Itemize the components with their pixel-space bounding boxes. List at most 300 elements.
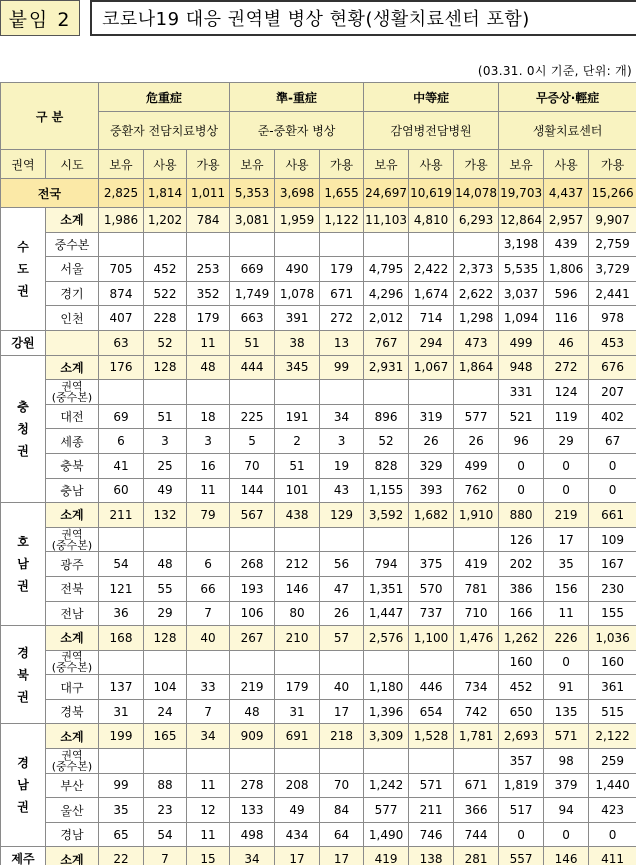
cell-value: 36	[99, 601, 144, 626]
cell-value: 570	[409, 576, 454, 601]
table-row	[1, 478, 636, 503]
cell-value	[454, 527, 499, 552]
cell-value: 0	[544, 822, 589, 847]
cell-value	[99, 650, 144, 675]
cell-value: 402	[589, 404, 636, 429]
cell-value: 137	[99, 675, 144, 700]
cell-value: 663	[230, 306, 275, 331]
cell-value: 1,476	[454, 626, 499, 651]
table-row	[1, 281, 636, 306]
city-label: 대구	[46, 675, 99, 700]
cell-value: 1,351	[364, 576, 409, 601]
city-label: 권역(중수본)	[46, 380, 99, 405]
cell-value: 3,081	[230, 208, 275, 233]
table-row	[1, 773, 636, 798]
cell-value: 7	[187, 601, 230, 626]
city-label: 소계	[46, 847, 99, 865]
cell-value: 12	[187, 798, 230, 823]
cell-value: 2,759	[589, 232, 636, 257]
cell-value: 571	[544, 724, 589, 749]
cell-value: 498	[230, 822, 275, 847]
region-name: 호남권	[17, 535, 29, 594]
region-label	[1, 724, 46, 847]
cell-value	[275, 749, 320, 774]
cell-value: 407	[99, 306, 144, 331]
region-label	[1, 208, 46, 331]
table-row	[1, 429, 636, 454]
table-row	[1, 749, 636, 774]
cell-value: 34	[230, 847, 275, 865]
cell-value: 70	[320, 773, 364, 798]
cell-value: 1,078	[275, 281, 320, 306]
cell-value: 165	[144, 724, 187, 749]
cell-value: 874	[99, 281, 144, 306]
cell-value: 2	[275, 429, 320, 454]
cell-value: 734	[454, 675, 499, 700]
table-row	[1, 330, 636, 355]
gubun-header: 구 분	[1, 83, 99, 150]
cell-value: 225	[230, 404, 275, 429]
cell-value: 11	[187, 822, 230, 847]
table-row	[1, 208, 636, 233]
cell-value: 1,528	[409, 724, 454, 749]
cell-value: 99	[320, 355, 364, 380]
cell-value: 121	[99, 576, 144, 601]
cell-value: 828	[364, 453, 409, 478]
cell-value: 522	[144, 281, 187, 306]
cell-value: 29	[144, 601, 187, 626]
city-label: 부산	[46, 773, 99, 798]
table-row	[1, 453, 636, 478]
cell-value: 1,447	[364, 601, 409, 626]
cell-value: 2,957	[544, 208, 589, 233]
cell-value: 0	[544, 478, 589, 503]
cell-value	[454, 650, 499, 675]
city-label: 소계	[46, 626, 99, 651]
cell-value: 18	[187, 404, 230, 429]
cell-value: 160	[589, 650, 636, 675]
cell-value: 1,202	[144, 208, 187, 233]
cell-value: 166	[499, 601, 544, 626]
sub-header-moderate: 감염병전담병원	[364, 112, 499, 150]
cell-value: 1,100	[409, 626, 454, 651]
cell-value: 650	[499, 699, 544, 724]
cell-value: 124	[544, 380, 589, 405]
cell-value: 577	[454, 404, 499, 429]
city-label	[46, 330, 99, 355]
cell-value: 331	[499, 380, 544, 405]
cell-value: 896	[364, 404, 409, 429]
cell-value: 48	[144, 552, 187, 577]
cell-value	[364, 380, 409, 405]
cell-value: 0	[499, 822, 544, 847]
cell-value: 978	[589, 306, 636, 331]
cell-value: 48	[230, 699, 275, 724]
cell-value: 33	[187, 675, 230, 700]
cell-value: 737	[409, 601, 454, 626]
table-row	[1, 232, 636, 257]
cell-value: 419	[364, 847, 409, 865]
cell-value: 3,037	[499, 281, 544, 306]
cell-value	[364, 650, 409, 675]
cell-value: 219	[544, 503, 589, 528]
cell-value: 379	[544, 773, 589, 798]
city-label: 대전	[46, 404, 99, 429]
cell-value: 26	[409, 429, 454, 454]
city-label: 충남	[46, 478, 99, 503]
cell-value: 391	[275, 306, 320, 331]
cell-value: 767	[364, 330, 409, 355]
cell-value: 3,592	[364, 503, 409, 528]
cell-value: 1,094	[499, 306, 544, 331]
cell-value: 106	[230, 601, 275, 626]
cell-value: 49	[275, 798, 320, 823]
cell-value: 155	[589, 601, 636, 626]
col-header-region: 권역	[1, 150, 46, 179]
cell-value: 272	[544, 355, 589, 380]
cell-value: 101	[275, 478, 320, 503]
cell-value	[187, 232, 230, 257]
column-header-row	[1, 150, 636, 179]
cell-value: 2,012	[364, 306, 409, 331]
cell-value: 47	[320, 576, 364, 601]
cell-value	[320, 749, 364, 774]
cell-value: 278	[230, 773, 275, 798]
col-header-used: 사용	[409, 150, 454, 179]
cell-value: 419	[454, 552, 499, 577]
cell-value: 2,441	[589, 281, 636, 306]
cell-value: 2,693	[499, 724, 544, 749]
cell-value: 762	[454, 478, 499, 503]
cell-value: 179	[320, 257, 364, 282]
cell-value: 3,729	[589, 257, 636, 282]
city-label: 소계	[46, 355, 99, 380]
cell-value: 98	[544, 749, 589, 774]
table-row	[1, 626, 636, 651]
city-label: 서울	[46, 257, 99, 282]
title-bar	[0, 0, 636, 40]
cell-value: 0	[544, 453, 589, 478]
cell-value: 515	[589, 699, 636, 724]
cell-value: 253	[187, 257, 230, 282]
cell-value: 226	[544, 626, 589, 651]
cell-value: 70	[230, 453, 275, 478]
cell-value: 6,293	[454, 208, 499, 233]
cell-value: 661	[589, 503, 636, 528]
cell-value: 671	[454, 773, 499, 798]
cell-value	[99, 380, 144, 405]
cell-value: 1,864	[454, 355, 499, 380]
cell-value	[409, 380, 454, 405]
cell-value: 94	[544, 798, 589, 823]
bed-status-table	[0, 82, 636, 865]
cell-value: 0	[499, 478, 544, 503]
cell-value: 1,819	[499, 773, 544, 798]
cell-value	[230, 749, 275, 774]
cell-value: 710	[454, 601, 499, 626]
city-label: 소계	[46, 208, 99, 233]
cell-value: 179	[187, 306, 230, 331]
cell-value: 2,576	[364, 626, 409, 651]
table-body	[1, 179, 636, 865]
cell-value: 79	[187, 503, 230, 528]
cell-value: 329	[409, 453, 454, 478]
national-value: 10,619	[409, 179, 454, 208]
cell-value: 1,180	[364, 675, 409, 700]
col-header-held: 보유	[364, 150, 409, 179]
cell-value: 38	[275, 330, 320, 355]
cell-value: 202	[499, 552, 544, 577]
cell-value: 499	[499, 330, 544, 355]
national-value: 4,437	[544, 179, 589, 208]
cell-value	[230, 232, 275, 257]
cell-value: 521	[499, 404, 544, 429]
attachment-badge: 붙임 2	[0, 0, 80, 36]
cell-value: 168	[99, 626, 144, 651]
cell-value: 2,373	[454, 257, 499, 282]
cell-value: 4,810	[409, 208, 454, 233]
cell-value	[320, 380, 364, 405]
cell-value: 259	[589, 749, 636, 774]
national-value: 3,698	[275, 179, 320, 208]
cell-value	[364, 527, 409, 552]
cell-value: 193	[230, 576, 275, 601]
table-row	[1, 380, 636, 405]
cell-value: 138	[409, 847, 454, 865]
national-value: 15,266	[589, 179, 636, 208]
city-label: 경기	[46, 281, 99, 306]
cell-value: 6	[187, 552, 230, 577]
cell-value: 46	[544, 330, 589, 355]
national-value: 1,011	[187, 179, 230, 208]
cell-value: 11	[187, 330, 230, 355]
cell-value: 64	[320, 822, 364, 847]
table-row	[1, 601, 636, 626]
group-header-critical: 危重症	[99, 83, 230, 112]
cell-value: 1,067	[409, 355, 454, 380]
national-total-row	[1, 179, 636, 208]
cell-value: 319	[409, 404, 454, 429]
region-name: 경남권	[17, 756, 29, 815]
col-header-used: 사용	[144, 150, 187, 179]
cell-value: 230	[589, 576, 636, 601]
cell-value	[144, 650, 187, 675]
city-label: 충북	[46, 453, 99, 478]
cell-value: 167	[589, 552, 636, 577]
cell-value: 191	[275, 404, 320, 429]
cell-value: 34	[320, 404, 364, 429]
cell-value: 23	[144, 798, 187, 823]
table-row	[1, 576, 636, 601]
cell-value: 16	[187, 453, 230, 478]
cell-value: 51	[275, 453, 320, 478]
national-value: 14,078	[454, 179, 499, 208]
cell-value: 207	[589, 380, 636, 405]
cell-value: 1,986	[99, 208, 144, 233]
cell-value: 132	[144, 503, 187, 528]
cell-value: 52	[144, 330, 187, 355]
col-header-used: 사용	[275, 150, 320, 179]
cell-value: 490	[275, 257, 320, 282]
cell-value: 473	[454, 330, 499, 355]
cell-value: 17	[544, 527, 589, 552]
cell-value	[454, 232, 499, 257]
table-row	[1, 724, 636, 749]
cell-value: 146	[275, 576, 320, 601]
table-row	[1, 527, 636, 552]
cell-value: 116	[544, 306, 589, 331]
cell-value: 51	[144, 404, 187, 429]
region-label	[1, 626, 46, 724]
cell-value	[187, 380, 230, 405]
col-header-held: 보유	[99, 150, 144, 179]
cell-value: 218	[320, 724, 364, 749]
region-name: 충청권	[17, 399, 29, 458]
cell-value	[230, 380, 275, 405]
region-label	[1, 355, 46, 503]
region-name: 수도권	[17, 239, 29, 298]
cell-value: 66	[187, 576, 230, 601]
national-value: 1,655	[320, 179, 364, 208]
city-label: 울산	[46, 798, 99, 823]
cell-value: 744	[454, 822, 499, 847]
cell-value: 52	[364, 429, 409, 454]
col-header-held: 보유	[499, 150, 544, 179]
cell-value: 7	[187, 699, 230, 724]
cell-value: 60	[99, 478, 144, 503]
table-row	[1, 847, 636, 865]
cell-value: 228	[144, 306, 187, 331]
col-header-held: 보유	[230, 150, 275, 179]
cell-value: 55	[144, 576, 187, 601]
region-name: 경북권	[17, 645, 29, 704]
cell-value	[99, 749, 144, 774]
cell-value	[454, 749, 499, 774]
cell-value: 393	[409, 478, 454, 503]
cell-value: 446	[409, 675, 454, 700]
cell-value: 9,907	[589, 208, 636, 233]
cell-value: 35	[99, 798, 144, 823]
cell-value: 671	[320, 281, 364, 306]
cell-value: 517	[499, 798, 544, 823]
cell-value	[144, 527, 187, 552]
cell-value: 4,296	[364, 281, 409, 306]
sub-header-semi-critical: 준-중환자 병상	[230, 112, 364, 150]
cell-value	[144, 749, 187, 774]
cell-value: 1,490	[364, 822, 409, 847]
cell-value: 596	[544, 281, 589, 306]
cell-value: 1,682	[409, 503, 454, 528]
cell-value: 0	[544, 650, 589, 675]
cell-value: 84	[320, 798, 364, 823]
cell-value: 146	[544, 847, 589, 865]
cell-value: 0	[499, 453, 544, 478]
cell-value: 705	[99, 257, 144, 282]
cell-value: 438	[275, 503, 320, 528]
cell-value: 128	[144, 355, 187, 380]
cell-value: 272	[320, 306, 364, 331]
cell-value: 49	[144, 478, 187, 503]
national-label: 전국	[1, 179, 99, 208]
cell-value	[320, 527, 364, 552]
table-row	[1, 650, 636, 675]
col-header-available: 가용	[187, 150, 230, 179]
city-label: 인천	[46, 306, 99, 331]
cell-value: 654	[409, 699, 454, 724]
national-value: 5,353	[230, 179, 275, 208]
sub-header-mild: 생활치료센터	[499, 112, 636, 150]
cell-value: 41	[99, 453, 144, 478]
cell-value: 65	[99, 822, 144, 847]
cell-value: 1,396	[364, 699, 409, 724]
cell-value: 176	[99, 355, 144, 380]
cell-value: 119	[544, 404, 589, 429]
col-header-city: 시도	[46, 150, 99, 179]
region-label: 강원	[1, 330, 46, 355]
cell-value	[454, 380, 499, 405]
cell-value: 5	[230, 429, 275, 454]
table-row	[1, 257, 636, 282]
city-label: 소계	[46, 503, 99, 528]
cell-value: 0	[589, 822, 636, 847]
cell-value: 453	[589, 330, 636, 355]
cell-value: 67	[589, 429, 636, 454]
cell-value: 69	[99, 404, 144, 429]
cell-value: 294	[409, 330, 454, 355]
col-header-used: 사용	[544, 150, 589, 179]
page-title: 코로나19 대응 권역별 병상 현황(생활치료센터 포함)	[90, 0, 636, 36]
cell-value: 35	[544, 552, 589, 577]
cell-value: 411	[589, 847, 636, 865]
cell-value: 2,622	[454, 281, 499, 306]
city-label: 경남	[46, 822, 99, 847]
cell-value: 211	[409, 798, 454, 823]
table-row	[1, 675, 636, 700]
cell-value: 25	[144, 453, 187, 478]
cell-value: 34	[187, 724, 230, 749]
cell-value: 1,298	[454, 306, 499, 331]
cell-value: 3,309	[364, 724, 409, 749]
cell-value	[187, 650, 230, 675]
cell-value: 135	[544, 699, 589, 724]
cell-value: 948	[499, 355, 544, 380]
col-header-available: 가용	[589, 150, 636, 179]
cell-value: 11	[187, 773, 230, 798]
cell-value: 714	[409, 306, 454, 331]
cell-value: 26	[320, 601, 364, 626]
cell-value	[144, 232, 187, 257]
cell-value: 1,036	[589, 626, 636, 651]
cell-value: 56	[320, 552, 364, 577]
cell-value: 109	[589, 527, 636, 552]
cell-value	[409, 232, 454, 257]
cell-value	[409, 527, 454, 552]
cell-value: 88	[144, 773, 187, 798]
cell-value: 439	[544, 232, 589, 257]
cell-value: 212	[275, 552, 320, 577]
cell-value: 7	[144, 847, 187, 865]
group-header-moderate: 中等症	[364, 83, 499, 112]
cell-value: 80	[275, 601, 320, 626]
cell-value: 444	[230, 355, 275, 380]
cell-value: 1,262	[499, 626, 544, 651]
cell-value	[320, 232, 364, 257]
cell-value: 54	[99, 552, 144, 577]
sub-header-critical: 중환자 전담치료병상	[99, 112, 230, 150]
cell-value: 557	[499, 847, 544, 865]
cell-value: 17	[320, 847, 364, 865]
cell-value: 794	[364, 552, 409, 577]
